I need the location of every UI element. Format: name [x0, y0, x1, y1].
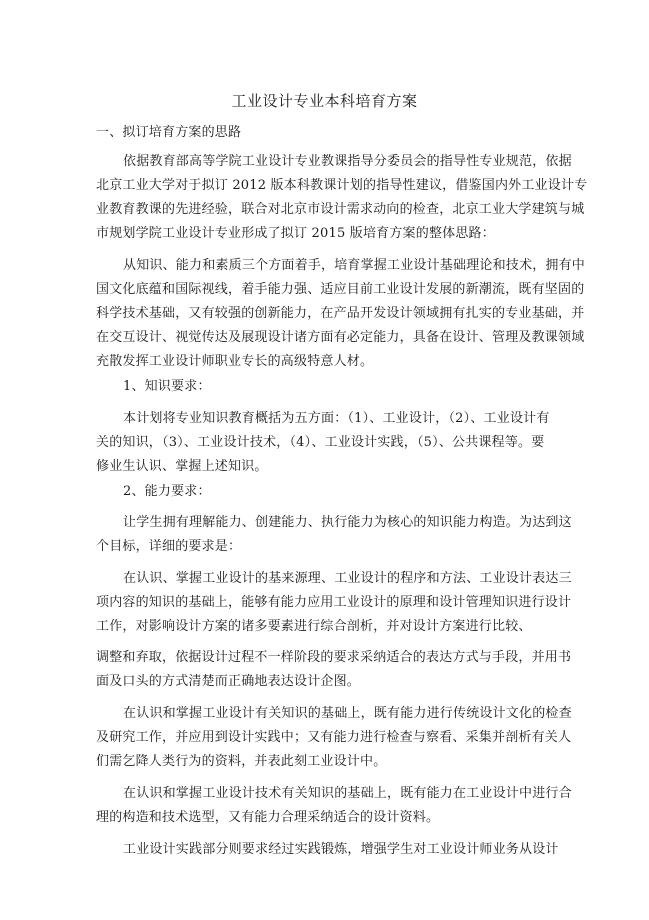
- paragraph-line: 关的知识，（3）、工业设计技术，（4）、工业设计实践，（5）、公共课程等。要: [96, 435, 545, 450]
- paragraph-line: 个目标，详细的要求是：: [96, 539, 242, 554]
- paragraph-line: 业教育教课的先进经验，联合对北京市设计需求动向的检查，北京工业大学建筑与城: [96, 202, 585, 217]
- paragraph-line: 项内容的知识的基础上，能够有能力应用工业设计的原理和设计管理知识进行设计: [96, 595, 572, 610]
- paragraph-line: 本计划将专业知识教育概括为五方面：（1）、工业设计，（2）、工业设计有: [123, 411, 550, 426]
- section-heading-1: 一、拟订培育方案的思路: [96, 125, 242, 140]
- paragraph-line: 在认识和掌握工业设计有关知识的基础上，既有能力进行传统设计文化的检查: [123, 706, 572, 721]
- paragraph-line: 国文化底蕴和国际视线，着手能力强、适应目前工业设计发展的新潮流，既有坚固的: [96, 282, 585, 297]
- paragraph-line: 修业生认识、掌握上述知识。: [96, 459, 268, 474]
- paragraph-line: 依据教育部高等学院工业设计专业教课指导分委员会的指导性专业规范，依据: [123, 154, 572, 169]
- paragraph-line: 面及口头的方式清楚而正确地表达设计企图。: [96, 674, 361, 689]
- paragraph-line: 科学技术基础，又有较强的创新能力，在产品开发设计领域拥有扎实的专业基础，并: [96, 306, 585, 321]
- paragraph-line: 理的构造和技术选型，又有能力合理采纳适合的设计资料。: [96, 810, 440, 825]
- paragraph-line: 充散发挥工业设计师职业专长的高级特意人材。: [96, 354, 374, 369]
- paragraph-line: 们需乞降人类行为的资料，并表此刻工业设计中。: [96, 754, 387, 769]
- paragraph-line: 北京工业大学对于拟订 2012 版本科教课计划的指导性建议，借鉴国内外工业设计专: [96, 178, 588, 193]
- paragraph-line: 及研究工作，并应用到设计实践中；又有能力进行检查与察看、采集并剖析有关人: [96, 730, 572, 745]
- document-title: 工业设计专业本科培育方案: [231, 92, 418, 110]
- paragraph-line: 从知识、能力和素质三个方面着手，培育掌握工业设计基础理论和技术，拥有中: [123, 258, 586, 273]
- paragraph-line: 在交互设计、视觉传达及展现设计诸方面有必定能力，具备在设计、管理及教课领域: [96, 330, 585, 345]
- paragraph-line: 在认识、掌握工业设计的基来源理、工业设计的程序和方法、工业设计表达三: [123, 571, 572, 586]
- paragraph-line: 市规划学院工业设计专业形成了拟订 2015 版培育方案的整体思路：: [96, 226, 495, 241]
- paragraph-line: 调整和弃取，依据设计过程不一样阶段的要求采纳适合的表达方式与手段，并用书: [96, 650, 572, 665]
- paragraph-line: 让学生拥有理解能力、创建能力、执行能力为核心的知识能力构造。为达到这: [123, 515, 572, 530]
- paragraph-line: 工业设计实践部分则要求经过实践锻炼，增强学生对工业设计师业务从设计: [123, 842, 559, 857]
- paragraph-line: 在认识和掌握工业设计技术有关知识的基础上，既有能力在工业设计中进行合: [123, 786, 572, 801]
- paragraph-line: 工作，对影响设计方案的诸多要素进行综合剖析，并对设计方案进行比较、: [96, 619, 532, 634]
- subheading-ability: 2、能力要求：: [123, 484, 211, 499]
- subheading-knowledge: 1、知识要求：: [123, 379, 211, 394]
